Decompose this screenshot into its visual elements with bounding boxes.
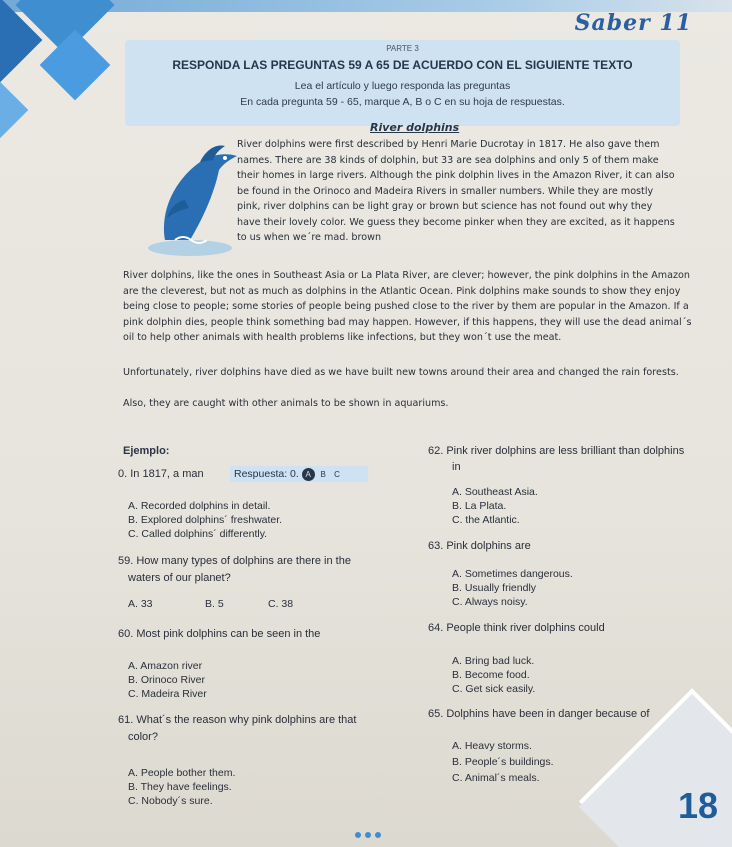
question-60: 60. Most pink dolphins can be seen in the bbox=[118, 628, 321, 640]
question-61: 61. What´s the reason why pink dolphins are that bbox=[118, 714, 357, 726]
option-c: C. Called dolphins´ differently. bbox=[128, 528, 268, 540]
part-label: PARTE 3 bbox=[386, 44, 419, 53]
option-b[interactable]: B. La Plata. bbox=[452, 500, 507, 512]
article-paragraph: Also, they are caught with other animals to be shown in aquariums. bbox=[123, 398, 449, 409]
option-a[interactable]: A. Southeast Asia. bbox=[452, 486, 538, 498]
option-a[interactable]: A. Amazon river bbox=[128, 660, 203, 672]
question-62: 62. Pink river dolphins are less brilliant than dolphins bbox=[428, 445, 685, 457]
option-c[interactable]: C. the Atlantic. bbox=[452, 514, 520, 526]
answer-prefix: Respuesta: 0. bbox=[234, 468, 299, 480]
brand-logo: Saber 11 bbox=[574, 10, 692, 36]
example-label: Ejemplo: bbox=[123, 445, 170, 457]
question-59-cont: waters of our planet? bbox=[128, 572, 231, 584]
option-a[interactable]: A. Sometimes dangerous. bbox=[452, 568, 573, 580]
article-paragraph: Unfortunately, river dolphins have died as we have built new towns around their area and changed the rain forests. bbox=[123, 367, 679, 378]
article-title: River dolphins bbox=[370, 121, 460, 134]
page-number: 18 bbox=[677, 785, 718, 826]
question-59: 59. How many types of dolphins are there in the bbox=[118, 555, 351, 567]
option-b: B. Explored dolphins´ freshwater. bbox=[128, 514, 283, 526]
option-b[interactable]: B. Orinoco River bbox=[128, 674, 206, 686]
question-61-cont: color? bbox=[128, 731, 158, 743]
option-a: A. Recorded dolphins in detail. bbox=[128, 500, 271, 512]
question-63: 63. Pink dolphins are bbox=[428, 540, 531, 552]
option-b[interactable]: B. 5 bbox=[205, 598, 224, 610]
option-c[interactable]: C. Always noisy. bbox=[452, 596, 528, 608]
bubble-b[interactable]: B bbox=[320, 470, 326, 479]
instructions-box bbox=[125, 40, 680, 126]
question-65: 65. Dolphins have been in danger because of bbox=[428, 708, 650, 720]
option-a[interactable]: A. 33 bbox=[128, 598, 153, 610]
option-c[interactable]: C. Nobody´s sure. bbox=[128, 795, 213, 807]
instructions-line: Lea el artículo y luego responda las preguntas bbox=[294, 80, 511, 92]
question-62-cont: in bbox=[452, 461, 461, 473]
option-b[interactable]: B. They have feelings. bbox=[128, 781, 232, 793]
option-b[interactable]: B. People´s buildings. bbox=[452, 756, 554, 768]
option-b[interactable]: B. Usually friendly bbox=[452, 582, 537, 594]
option-c[interactable]: C. 38 bbox=[268, 598, 294, 610]
option-a[interactable]: A. Heavy storms. bbox=[452, 740, 532, 752]
option-b[interactable]: B. Become food. bbox=[452, 669, 530, 681]
question-64: 64. People think river dolphins could bbox=[428, 622, 605, 634]
instructions-title: RESPONDA LAS PREGUNTAS 59 A 65 DE ACUERDO CON EL SIGUIENTE TEXTO bbox=[172, 58, 633, 72]
example-answer-box bbox=[230, 466, 368, 482]
decor-diamond bbox=[0, 82, 28, 139]
option-a[interactable]: A. Bring bad luck. bbox=[452, 655, 535, 667]
option-a[interactable]: A. People bother them. bbox=[128, 767, 236, 779]
option-c[interactable]: C. Madeira River bbox=[128, 688, 207, 700]
article-paragraph: River dolphins, like the ones in Southeast Asia or La Plata River, are clever; however, the pink dolphins in the Amazon are the cleverest, but not as much as dolphins in the Atlantic Ocean. Pink dolphins make sounds to show they enjoy being close to people; some stories of people being pushed close to the river by them are popular in the Amazon. If a pink dolphin dies, people think something bad may happen. However, if this happens, they will use the dead animal´s oil to help other animals with health problems like infections, but they won´t use the meat. bbox=[123, 270, 692, 343]
bubble-a[interactable]: A bbox=[302, 468, 315, 481]
option-c[interactable]: C. Animal´s meals. bbox=[452, 772, 540, 784]
instructions-line: En cada pregunta 59 - 65, marque A, B o C en su hoja de respuestas. bbox=[240, 96, 565, 108]
option-c[interactable]: C. Get sick easily. bbox=[452, 683, 536, 695]
bubble-c[interactable]: C bbox=[334, 470, 340, 479]
decor-dots bbox=[355, 825, 385, 843]
example-question: 0. In 1817, a man bbox=[118, 468, 204, 480]
article-paragraph: River dolphins were first described by Henri Marie Ducrotay in 1817. He also gave them names. There are 38 kinds of dolphin, but 33 are sea dolphins and only 5 of them make their homes in large rivers. Although the pink dolphin lives in the Amazon River, it can also be found in the Orinoco and Madeira Rivers in smaller numbers. While they are mostly pink, river dolphins can be light gray or brown but science has not found out why they have their lovely color. We guess they become pinker when they are excited, as it happens to us when we´re mad. brown bbox=[237, 139, 675, 243]
